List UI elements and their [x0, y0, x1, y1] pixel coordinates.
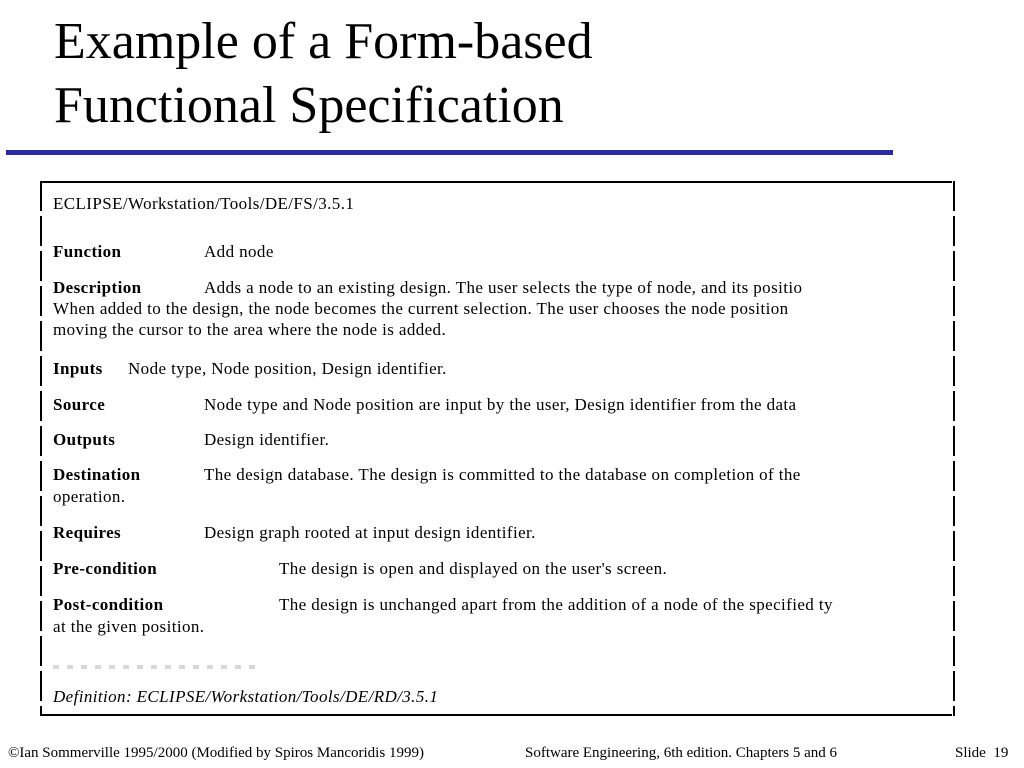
faded-text-artifact: [53, 665, 263, 669]
destination-line-1: The design database. The design is committed to the database on completion of the: [204, 465, 801, 484]
form-header-row: [53, 194, 943, 214]
postcondition-line-1: The design is unchanged apart from the addition of a node of the specified ty: [279, 595, 833, 614]
outputs-row: [53, 430, 943, 450]
description-line-2: When added to the design, the node becomes the current selection. The user chooses the node position: [53, 299, 789, 318]
postcondition-row: [53, 595, 943, 637]
outputs-label: Outputs: [53, 430, 116, 449]
function-row: [53, 242, 943, 262]
footer-slide-number: [955, 744, 1008, 762]
outputs-value: Design identifier.: [204, 430, 330, 449]
slide-label: Slide: [955, 745, 986, 761]
postcondition-label: Post-condition: [53, 595, 164, 614]
definition-reference: Definition: ECLIPSE/Workstation/Tools/DE/RD/3.5.1: [53, 687, 439, 706]
destination-row: [53, 465, 943, 507]
description-line-3: moving the cursor to the area where the node is added.: [53, 320, 447, 339]
requires-label: Requires: [53, 523, 122, 542]
description-row: [53, 278, 943, 340]
specification-form: [42, 181, 952, 716]
precondition-row: [53, 559, 943, 579]
precondition-value: The design is open and displayed on the user's screen.: [279, 559, 668, 578]
source-row: [53, 395, 943, 415]
destination-label: Destination: [53, 465, 141, 484]
description-line-1: Adds a node to an existing design. The user selects the type of node, and its positio: [204, 278, 803, 297]
function-label: Function: [53, 242, 122, 261]
description-label: Description: [53, 278, 142, 297]
slide-title: [54, 10, 884, 138]
inputs-value: Node type, Node position, Design identifier.: [128, 359, 447, 378]
inputs-label: Inputs: [53, 359, 103, 378]
footer-book-title: Software Engineering, 6th edition. Chapters 5 and 6: [525, 745, 838, 761]
form-header-path: ECLIPSE/Workstation/Tools/DE/FS/3.5.1: [53, 194, 355, 213]
destination-line-2: operation.: [53, 487, 126, 506]
slide-title-line-2: Functional Specification: [54, 77, 564, 134]
footer-copyright: ©Ian Sommerville 1995/2000 (Modified by Spiros Mancoridis 1999): [8, 745, 424, 761]
postcondition-line-2: at the given position.: [53, 617, 205, 636]
inputs-row: [53, 359, 943, 379]
requires-value: Design graph rooted at input design identifier.: [204, 523, 536, 542]
source-value: Node type and Node position are input by the user, Design identifier from the data: [204, 395, 797, 414]
title-underline-rule: [6, 150, 893, 155]
definition-row: [53, 687, 943, 707]
function-value: Add node: [204, 242, 274, 261]
precondition-label: Pre-condition: [53, 559, 158, 578]
form-right-border: [953, 181, 955, 716]
slide-title-line-1: Example of a Form-based: [54, 13, 593, 70]
source-label: Source: [53, 395, 106, 414]
slide-number: 19: [993, 745, 1009, 761]
requires-row: [53, 523, 943, 543]
